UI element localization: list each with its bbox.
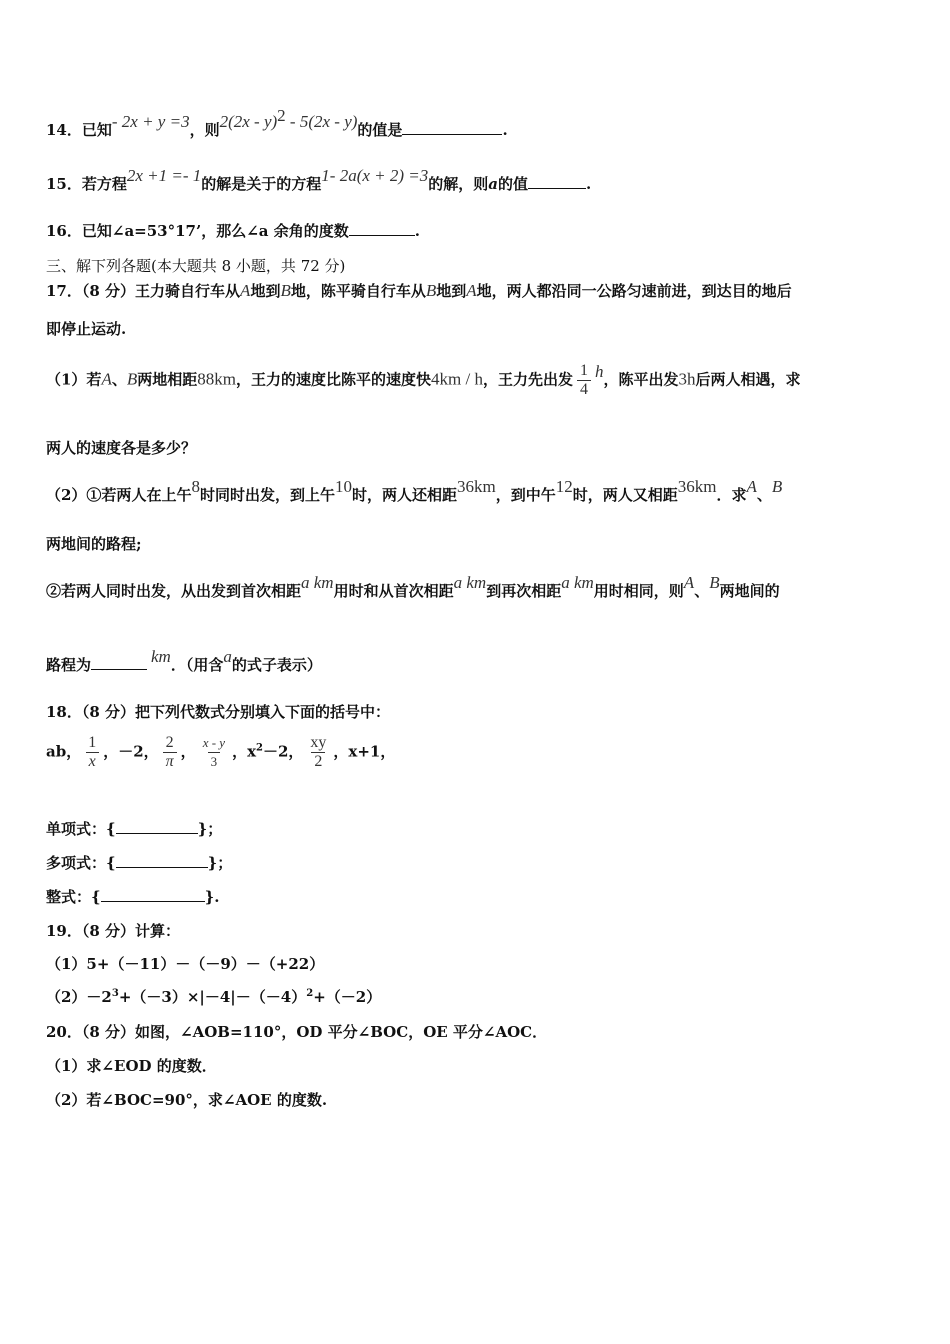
fraction-x-minus-y-over-3: $\frac{x - y}{3}$: [202, 735, 226, 769]
q17-line-8: 路程为 km．（用含a的式子表示）: [46, 647, 322, 674]
question-15: 15．若方程2x +1 =- 1的解是关于的方程1- 2a(x + 2) =3的解，则a的值 .: [46, 166, 592, 193]
integral-blank[interactable]: [101, 889, 205, 902]
q18-polynomial-line: 多项式：{ }；: [46, 854, 233, 872]
q17-part-1: （1）若A、B两地相距88km，王力的速度比陈平的速度快4km / h，王力先出发 $\frac{1}{4}$ h，陈平出发3h后两人相遇，求: [46, 361, 801, 398]
q17-line-1: 17．（8 分）王力骑自行车从A地到B地，陈平骑自行车从B地到A地，两人都沿同一公路匀速前进，到达目的地后: [46, 281, 792, 300]
question-16: 16．已知∠a=53°17’，那么∠a 余角的度数 .: [46, 222, 420, 240]
q18-title: 18．（8 分）把下列代数式分别填入下面的括号中：: [46, 703, 391, 721]
q19-part-2: $(2)-2^3+(-3)\times|-4|-(-4)^2+(-2)$: [46, 988, 382, 1006]
q17-line-4: 两人的速度各是多少？: [46, 439, 197, 457]
fraction-quarter: $\frac{1}{4}$: [577, 362, 591, 399]
q17-line-2: 即停止运动.: [46, 320, 127, 338]
fraction-xy-over-2: $\frac{xy}{2}$: [310, 734, 327, 770]
fraction-1-over-x: $\frac{1}{x}$: [85, 734, 99, 771]
q20-part-1: （1）求∠EOD 的度数．: [46, 1057, 217, 1075]
monomial-blank[interactable]: [116, 821, 198, 834]
answer-blank[interactable]: [349, 223, 415, 236]
q18-expressions: ab， $\frac{1}{x}$ ，－2， $\frac{2}{\pi}$ ， $\frac{x - y}{3}$ ，$x^2-2$， $\frac{xy}{2}$ ，x+1，: [46, 734, 396, 770]
q18-integral-line: 整式：{ }.: [46, 888, 220, 906]
answer-blank[interactable]: [91, 657, 147, 670]
q20-title: 20．（8 分）如图，∠AOB=110°，OD 平分∠BOC，OE 平分∠AOC．: [46, 1023, 548, 1041]
question-14: 14．已知- 2x + y =3，则2(2x - y)$^2$ - 5(2x - y)的值是 .: [46, 106, 508, 139]
q20-part-2: （2）若∠BOC=90°，求∠AOE 的度数.: [46, 1091, 328, 1109]
polynomial-blank[interactable]: [116, 855, 208, 868]
q17-line-6: 两地间的路程;: [46, 535, 142, 553]
fraction-2-over-pi: $\frac{2}{\pi}$: [163, 734, 177, 771]
q17-part-2b: ②若两人同时出发，从出发到首次相距a km用时和从首次相距a km到再次相距a km用时相同，则A、B两地间的: [46, 573, 780, 600]
q18-monomial-line: 单项式：{ }；: [46, 820, 223, 838]
section-3-heading: 三、解下列各题(本大题共 8 小题，共 72 分): [46, 257, 346, 275]
q19-title: 19．（8 分）计算：: [46, 922, 181, 940]
answer-blank[interactable]: [528, 176, 586, 189]
answer-blank[interactable]: [402, 122, 502, 135]
q17-part-2: （2）①若两人在上午8时同时出发，到上午10时，两人还相距36km，到中午12时，两人又相距36km．求A、B: [46, 477, 783, 504]
q19-part-1: （1）5+（－11）－（－9）－（+22）: [46, 955, 325, 973]
